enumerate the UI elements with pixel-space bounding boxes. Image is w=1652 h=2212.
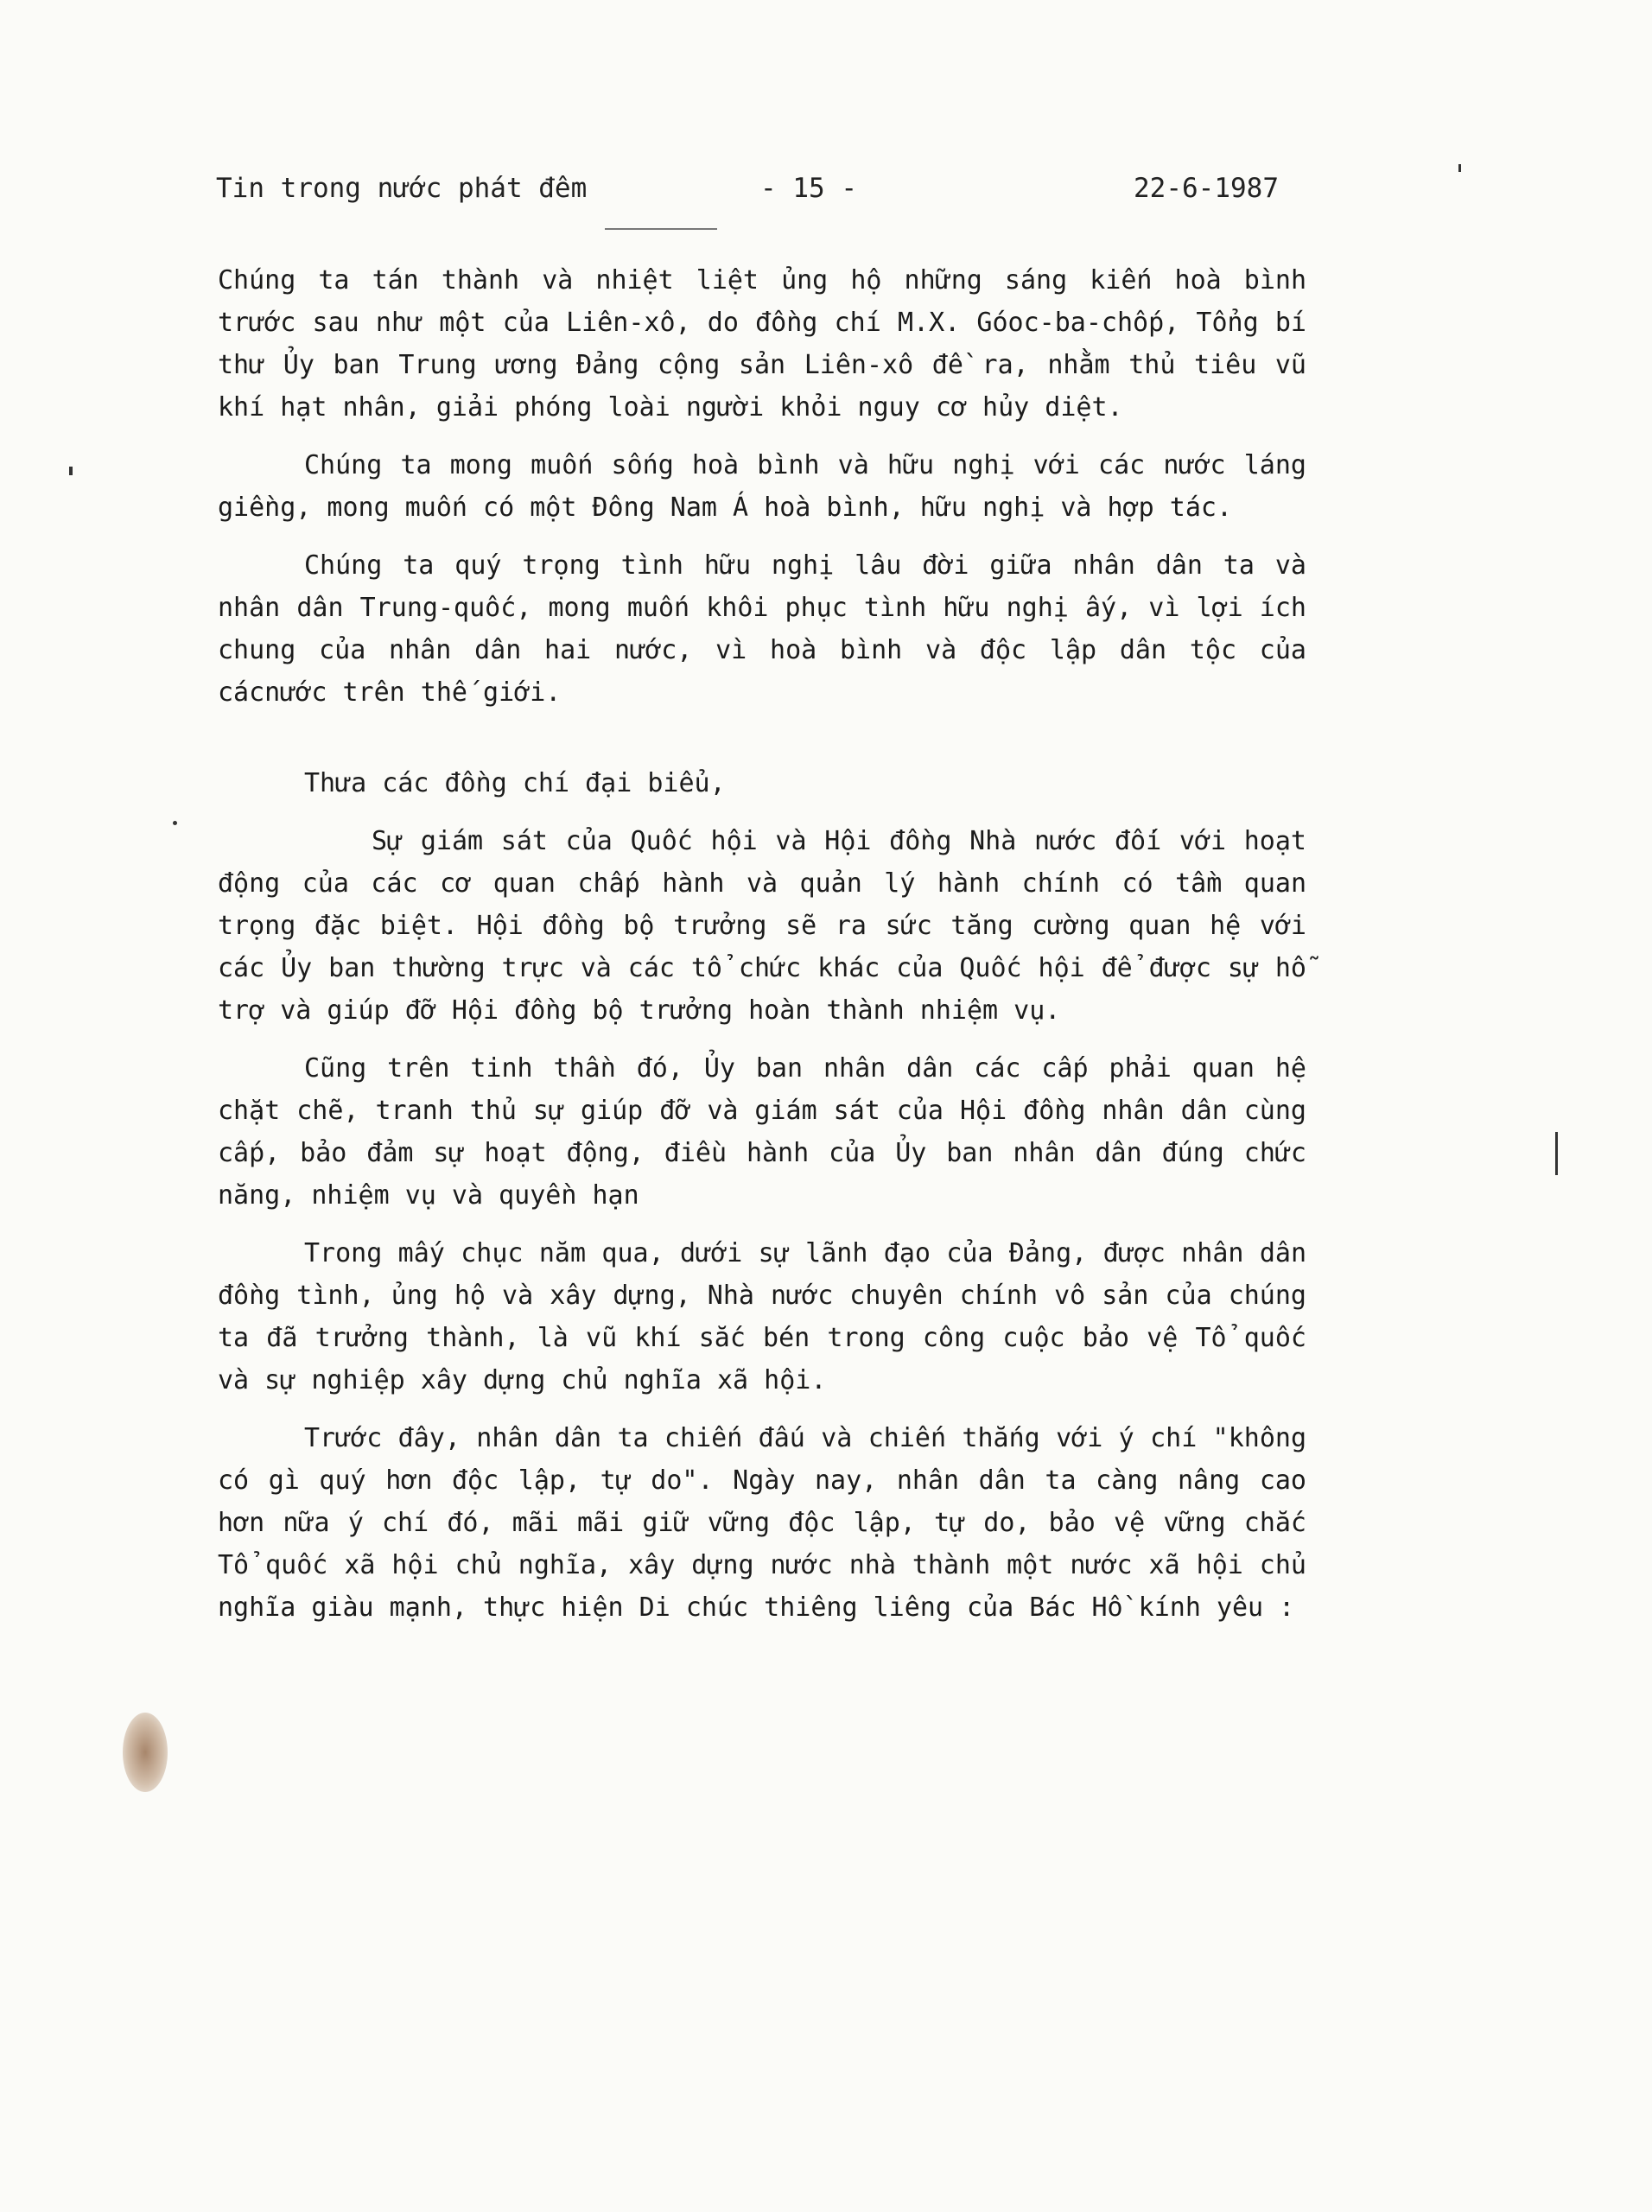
margin-mark-left (69, 467, 73, 475)
paragraph-2: Chúng ta mong muốn sống hoà bình và hữu nghị với các nước láng giềng, mong muốn có một Đông Nam Á hoà bình, hữu nghị và hợp tác. (218, 450, 1306, 523)
paper-stain (123, 1713, 168, 1792)
paragraph-7: Trước đây, nhân dân ta chiến đấu và chiến thắng với ý chí "không có gì quý hơn độc lập, tự do". Ngày nay, nhân dân ta càng nâng cao hơn nữa ý chí đó, mãi mãi giữ vững độc lập, tự do, bảo vệ vững chắc Tổ quốc xã hội chủ nghĩa, xây dựng nước nhà thành một nước xã hội chủ nghĩa giàu mạnh, thực hiện Di chúc thiêng liêng của Bác Hồ kính yêu : (218, 1423, 1306, 1623)
paragraph-1: Chúng ta tán thành và nhiệt liệt ủng hộ những sáng kiến hoà bình trước sau như một của Liên-xô, do đồng chí M.X. Góoc-ba-chốp, Tổng bí thư Ủy ban Trung ương Đảng cộng sản Liên-xô đề ra, nhằm thủ tiêu vũ khí hạt nhân, giải phóng loài người khỏi nguy cơ hủy diệt. (218, 265, 1306, 423)
margin-mark-right-2 (1458, 164, 1461, 172)
salutation: Thưa các đồng chí đại biểu, (304, 768, 726, 798)
page-header (216, 173, 1279, 216)
paragraph-3: Chúng ta quý trọng tình hữu nghị lâu đời giữa nhân dân ta và nhân dân Trung-quốc, mong muốn khôi phục tình hữu nghị ấy, vì lợi ích chung của nhân dân hai nước, vì hoà bình và độc lập dân tộc của cácnước trên thế giới. (218, 550, 1306, 708)
margin-mark-left-2 (173, 821, 177, 825)
paragraph-6: Trong mấy chục năm qua, dưới sự lãnh đạo của Đảng, được nhân dân đồng tình, ủng hộ và xây dựng, Nhà nước chuyên chính vô sản của chúng ta đã trưởng thành, là vũ khí sắc bén trong công cuộc bảo vệ Tổ quốc và sự nghiệp xây dựng chủ nghĩa xã hội. (218, 1238, 1306, 1395)
paragraph-4: Sự giám sát của Quốc hội và Hội đồng Nhà nước đối với hoạt động của các cơ quan chấp hành và quản lý hành chính có tầm quan trọng đặc biệt. Hội đồng bộ trưởng sẽ ra sức tăng cường quan hệ với các Ủy ban thường trực và các tổ chức khác của Quốc hội để được sự hỗ trợ và giúp đỡ Hội đồng bộ trưởng hoàn thành nhiệm vụ. (218, 826, 1306, 1026)
header-date: 22-6-1987 (1134, 173, 1279, 204)
header-title: Tin trong nước phát đêm (216, 173, 588, 204)
header-rule (605, 228, 717, 230)
page-number: - 15 - (760, 173, 857, 204)
paragraph-5: Cũng trên tinh thần đó, Ủy ban nhân dân các cấp phải quan hệ chặt chẽ, tranh thủ sự giúp đỡ và giám sát của Hội đồng nhân dân cùng cấp, bảo đảm sự hoạt động, điều hành của Ủy ban nhân dân đúng chức năng, nhiệm vụ và quyền hạn (218, 1053, 1306, 1211)
document-body (218, 259, 1306, 1629)
margin-mark-right (1555, 1132, 1558, 1175)
